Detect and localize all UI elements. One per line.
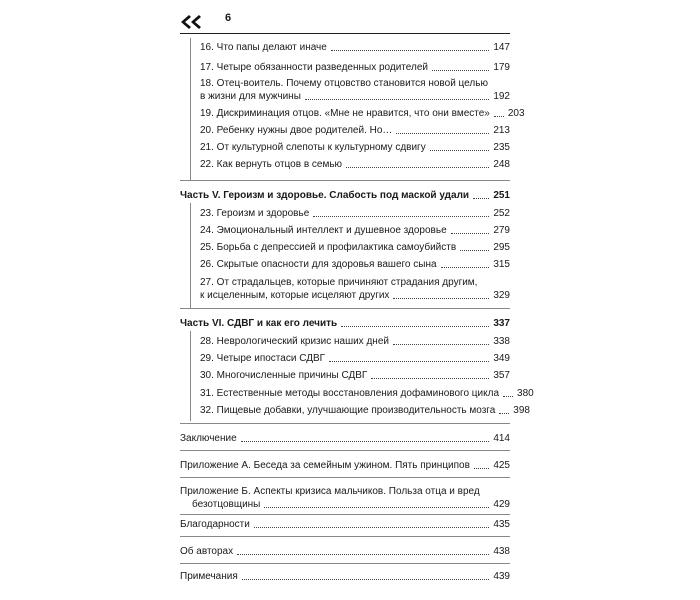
toc-appendix-b[interactable] — [180, 485, 510, 511]
part6-indent-bar — [190, 331, 191, 421]
toc-entry-16[interactable] — [200, 41, 510, 54]
page-number: 6 — [225, 12, 232, 24]
toc-entry-title-line2: в жизни для мужчины — [200, 91, 301, 102]
section-separator — [180, 308, 510, 309]
toc-entry-title: 25. Борьба с депрессией и профилактика самоубийств — [200, 242, 457, 253]
leader-dots — [313, 216, 489, 217]
toc-entry-28[interactable] — [200, 335, 510, 348]
section-separator — [180, 423, 510, 424]
toc-entry-page: 380 — [517, 388, 534, 399]
toc-entry-page: 179 — [493, 62, 510, 73]
leader-dots — [341, 326, 489, 327]
leader-dots — [254, 527, 489, 528]
toc-part-page: 251 — [493, 190, 510, 201]
toc-entry-title: 20. Ребенку нужны двое родителей. Но… — [200, 125, 393, 136]
toc-entry-page: 398 — [513, 405, 530, 416]
toc-entry-page: 252 — [493, 208, 510, 219]
section-separator — [180, 536, 510, 537]
toc-about-authors[interactable] — [180, 545, 510, 558]
leader-dots — [346, 167, 489, 168]
part5-indent-bar — [190, 203, 191, 308]
toc-entry-26[interactable] — [200, 258, 510, 271]
leader-dots — [460, 250, 489, 251]
toc-entry-20[interactable] — [200, 124, 510, 137]
toc-entry-30[interactable] — [200, 369, 510, 382]
toc-part-title: Часть V. Героизм и здоровье. Слабость под маской удали — [180, 190, 470, 201]
toc-entry-page: 315 — [493, 259, 510, 270]
toc-acknowledgements[interactable] — [180, 518, 510, 531]
toc-part-6[interactable] — [180, 317, 510, 330]
toc-notes[interactable] — [180, 570, 510, 583]
toc-entry-title: 23. Героизм и здоровье — [200, 208, 310, 219]
part4-indent-bar — [190, 38, 191, 180]
toc-entry-title: 32. Пищевые добавки, улучшающие производительность мозга — [200, 405, 496, 416]
leader-dots — [451, 233, 490, 234]
leader-dots — [432, 70, 489, 71]
toc-entry-title: 19. Дискриминация отцов. «Мне не нравится, что они вместе» — [200, 108, 490, 119]
toc-entry-title: Благодарности — [180, 519, 250, 530]
toc-entry-31[interactable] — [200, 387, 534, 400]
section-separator — [180, 563, 510, 564]
leader-dots — [499, 413, 509, 414]
section-separator — [180, 450, 510, 451]
toc-entry-24[interactable] — [200, 224, 510, 237]
leader-dots — [329, 361, 489, 362]
page-header — [180, 12, 510, 32]
toc-entry-29[interactable] — [200, 352, 510, 365]
leader-dots — [305, 99, 489, 100]
toc-entry-title: 31. Естественные методы восстановления дофаминового цикла — [200, 388, 500, 399]
leader-dots — [241, 441, 490, 442]
leader-dots — [473, 198, 489, 199]
toc-entry-page: 439 — [493, 571, 510, 582]
toc-entry-title: 28. Неврологический кризис наших дней — [200, 336, 389, 347]
toc-entry-title: Об авторах — [180, 546, 234, 557]
toc-entry-32[interactable] — [200, 404, 530, 417]
toc-part-title: Часть VI. СДВГ и как его лечить — [180, 318, 338, 329]
toc-entry-title: 26. Скрытые опасности для здоровья вашего сына — [200, 259, 437, 270]
toc-entry-19[interactable] — [200, 107, 525, 120]
toc-entry-23[interactable] — [200, 207, 510, 220]
toc-entry-21[interactable] — [200, 141, 510, 154]
toc-entry-page: 203 — [507, 108, 525, 119]
toc-entry-page: 213 — [493, 125, 510, 136]
toc-entry-title: 29. Четыре ипостаси СДВГ — [200, 353, 326, 364]
leader-dots — [237, 554, 489, 555]
leader-dots — [393, 344, 489, 345]
toc-entry-27[interactable] — [200, 276, 510, 302]
leader-dots — [331, 50, 489, 51]
toc-entry-page: 192 — [493, 91, 510, 102]
leader-dots — [503, 396, 513, 397]
toc-entry-title-line1: 27. От страдальцев, которые причиняют страдания другим, — [200, 277, 478, 288]
toc-entry-title: 16. Что папы делают иначе — [200, 42, 327, 53]
leader-dots — [242, 579, 490, 580]
toc-entry-17[interactable] — [200, 61, 510, 74]
toc-entry-22[interactable] — [200, 158, 510, 171]
toc-entry-page: 414 — [493, 433, 510, 444]
toc-entry-page: 429 — [493, 499, 510, 510]
toc-entry-page: 425 — [493, 460, 510, 471]
leader-dots — [430, 150, 490, 151]
toc-entry-title: Примечания — [180, 571, 238, 582]
section-separator — [180, 180, 510, 181]
toc-entry-title: Заключение — [180, 433, 237, 444]
toc-entry-title: 17. Четыре обязанности разведенных родителей — [200, 62, 428, 73]
toc-entry-title-line1: 18. Отец-воитель. Почему отцовство становится новой целью — [200, 78, 488, 89]
toc-entry-title: 30. Многочисленные причины СДВГ — [200, 370, 368, 381]
toc-entry-page: 279 — [493, 225, 510, 236]
toc-entry-page: 357 — [493, 370, 510, 381]
header-rule — [180, 33, 510, 34]
toc-entry-title: Приложение А. Беседа за семейным ужином. Пять принципов — [180, 460, 470, 471]
toc-entry-page: 338 — [493, 336, 510, 347]
toc-entry-title: 22. Как вернуть отцов в семью — [200, 159, 343, 170]
toc-entry-title-line1: Приложение Б. Аспекты кризиса мальчиков. Польза отца и вред — [180, 486, 480, 497]
toc-conclusion[interactable] — [180, 432, 510, 445]
toc-entry-page: 349 — [493, 353, 510, 364]
toc-appendix-a[interactable] — [180, 459, 510, 472]
toc-entry-title: 24. Эмоциональный интеллект и душевное здоровье — [200, 225, 447, 236]
toc-entry-title: 21. От культурной слепоты к культурному сдвигу — [200, 142, 426, 153]
section-separator — [180, 477, 510, 478]
toc-entry-page: 235 — [493, 142, 510, 153]
toc-entry-page: 295 — [493, 242, 510, 253]
toc-entry-page: 435 — [493, 519, 510, 530]
double-chevron-left-icon — [180, 14, 202, 30]
leader-dots — [371, 378, 489, 379]
leader-dots — [264, 507, 489, 508]
toc-entry-title-line2: безотцовщины — [192, 499, 261, 510]
leader-dots — [396, 133, 489, 134]
toc-part-page: 337 — [493, 318, 510, 329]
toc-entry-18[interactable] — [200, 77, 510, 103]
toc-entry-title-line2: к исцеленным, которые исцеляют других — [200, 290, 390, 301]
toc-entry-page: 329 — [493, 290, 510, 301]
leader-dots — [474, 468, 489, 469]
leader-dots — [441, 267, 490, 268]
section-separator — [180, 514, 510, 515]
leader-dots — [494, 116, 504, 117]
toc-part-5[interactable] — [180, 189, 510, 202]
toc-entry-page: 438 — [493, 546, 510, 557]
toc-entry-25[interactable] — [200, 241, 510, 254]
toc-entry-page: 248 — [493, 159, 510, 170]
leader-dots — [393, 298, 489, 299]
toc-entry-page: 147 — [493, 42, 510, 53]
